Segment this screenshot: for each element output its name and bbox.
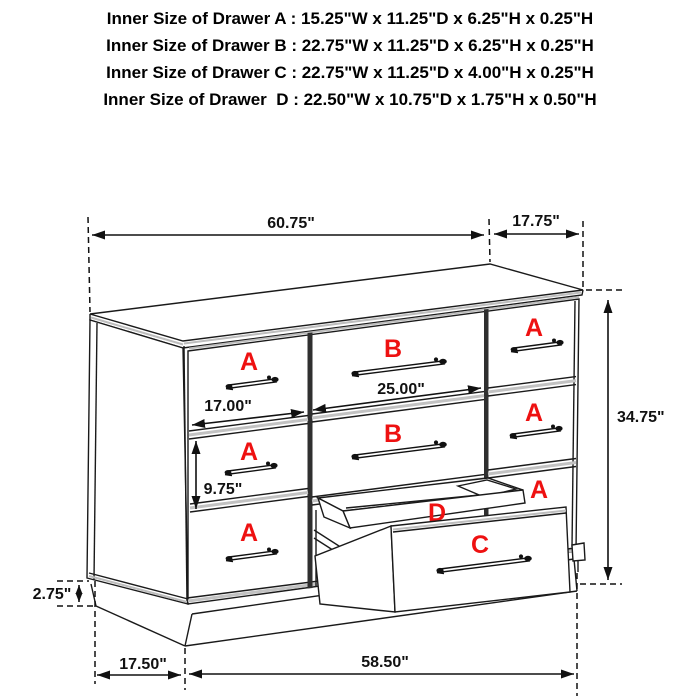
drawer-label-a: A — [524, 314, 544, 342]
drawer-label-b: B — [383, 335, 403, 363]
right-foot — [572, 543, 585, 572]
dim-drawer-a-height: 9.75" — [203, 481, 243, 498]
drawer-a-size-line: Inner Size of Drawer A : 15.25"W x 11.25"D x 6.25"H x 0.25"H — [106, 9, 594, 28]
drawer-label-d: D — [427, 499, 447, 527]
column-divider-left — [308, 333, 313, 589]
dim-base-width: 58.50" — [361, 654, 409, 671]
dim-back-width: 60.75" — [267, 215, 315, 232]
dim-top-depth: 17.75" — [512, 213, 560, 230]
drawer-b-size-line: Inner Size of Drawer B : 22.75"W x 11.25"D x 6.25"H x 0.25"H — [106, 36, 594, 55]
drawer-label-c: C — [470, 531, 490, 559]
dim-base-height: 2.75" — [32, 586, 72, 603]
dim-height: 34.75" — [617, 409, 665, 426]
drawer-c-size-line: Inner Size of Drawer C : 22.75"W x 11.25"D x 4.00"H x 0.25"H — [106, 63, 594, 82]
drawer-d-size-line: Inner Size of Drawer D : 22.50"W x 10.75"D x 1.75"H x 0.50"H — [103, 90, 597, 109]
dresser-left-side-panel — [87, 320, 188, 604]
dim-base-depth: 17.50" — [119, 656, 167, 673]
dim-drawer-b-width: 25.00" — [377, 381, 425, 398]
drawer-label-b: B — [383, 420, 403, 448]
dim-drawer-a-width: 17.00" — [204, 398, 252, 415]
drawer-label-a: A — [239, 519, 259, 547]
drawer-label-a: A — [239, 348, 259, 376]
drawer-label-a-right-bottom: A — [529, 476, 549, 504]
drawer-label-a: A — [239, 438, 259, 466]
drawer-label-a: A — [524, 399, 544, 427]
